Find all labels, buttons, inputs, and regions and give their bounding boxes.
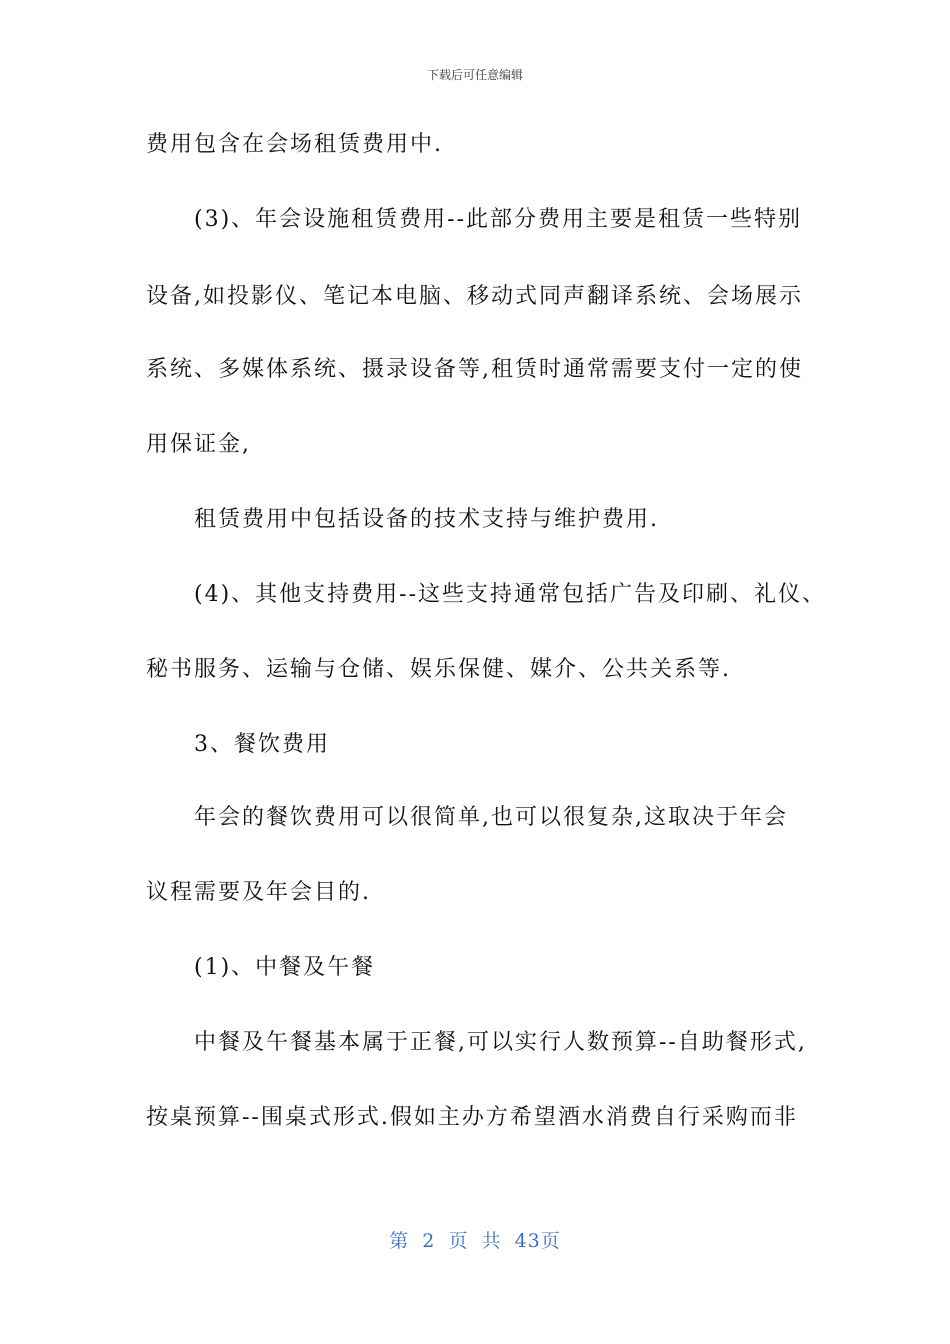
body-line-11: 议程需要及年会目的. [146, 880, 371, 905]
body-line-6: 租赁费用中包括设备的技术支持与维护费用. [194, 507, 659, 532]
body-line-9: 3、餐饮费用 [194, 732, 330, 757]
body-line-7: (4)、其他支持费用--这些支持通常包括广告及印刷、礼仪、 [194, 582, 827, 607]
page-footer [0, 1226, 950, 1253]
body-line-1: 费用包含在会场租赁费用中. [146, 132, 443, 157]
body-line-2: (3)、年会设施租赁费用--此部分费用主要是租赁一些特别 [194, 207, 803, 232]
body-line-10: 年会的餐饮费用可以很简单,也可以很复杂,这取决于年会 [194, 805, 788, 830]
footer-total-pages: 43页 [514, 1230, 561, 1252]
footer-ye: 页 [448, 1230, 469, 1252]
body-line-5: 用保证金, [146, 432, 251, 457]
footer-page-number: 2 [422, 1230, 436, 1252]
body-line-3: 设备,如投影仪、笔记本电脑、移动式同声翻译系统、会场展示 [146, 284, 803, 309]
body-line-4: 系统、多媒体系统、摄录设备等,租赁时通常需要支付一定的使 [146, 357, 803, 382]
page-header-note: 下载后可任意编辑 [426, 68, 523, 82]
footer-di: 第 [389, 1230, 410, 1252]
footer-gong: 共 [481, 1230, 502, 1252]
body-line-14: 按桌预算--围桌式形式.假如主办方希望酒水消费自行采购而非 [146, 1105, 798, 1130]
body-line-12: (1)、中餐及午餐 [194, 955, 376, 980]
body-line-8: 秘书服务、运输与仓储、娱乐保健、媒介、公共关系等. [146, 657, 731, 682]
body-line-13: 中餐及午餐基本属于正餐,可以实行人数预算--自助餐形式, [194, 1030, 807, 1055]
